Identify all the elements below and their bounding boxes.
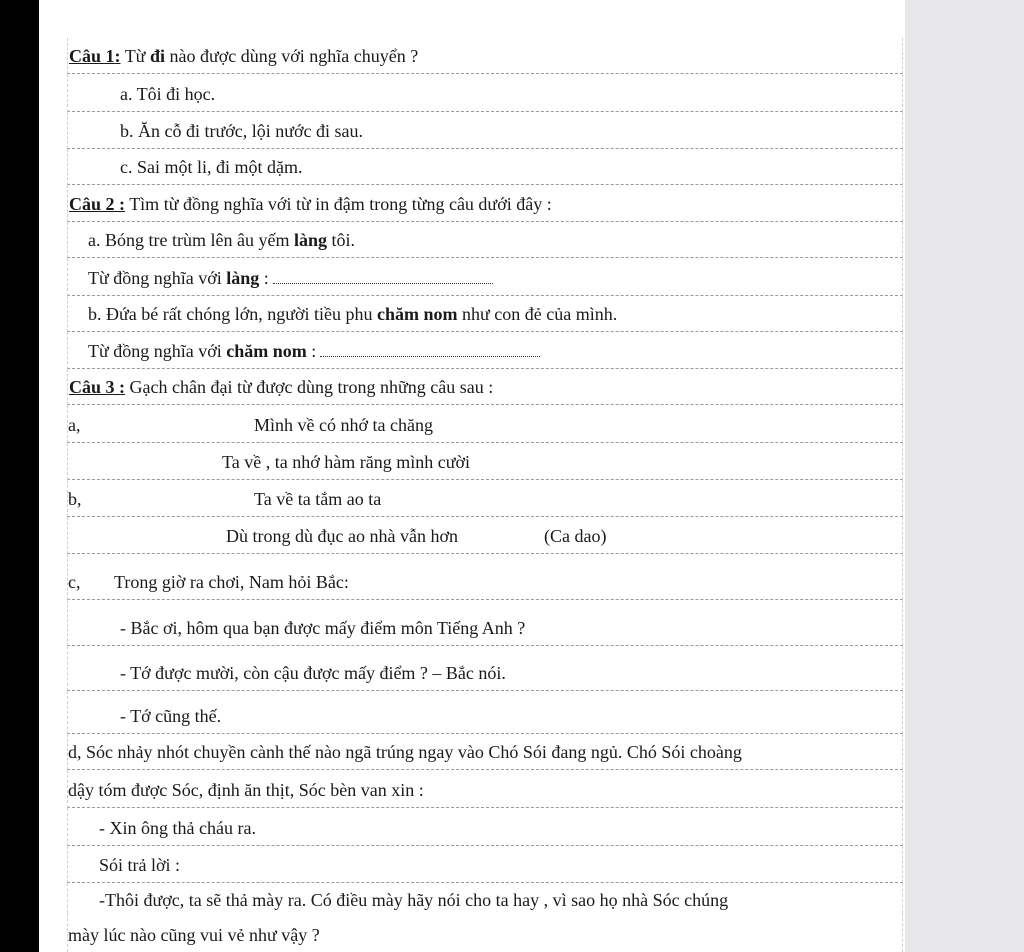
q3-d-line1: d, Sóc nhảy nhót chuyền cành thế nào ngã trúng ngay vào Chó Sói đang ngủ. Chó Sói choàng — [68, 742, 742, 762]
q2-b-bold: chăm nom — [377, 304, 458, 324]
q2-b-syn-post: : — [306, 341, 317, 361]
answer-blank[interactable] — [320, 355, 540, 357]
q3-d-line3-row — [67, 808, 903, 846]
q2-b-row — [67, 296, 903, 332]
q2-b-syn-bold: chăm nom — [226, 341, 307, 361]
q3-c-line4-row — [67, 691, 903, 734]
q3-c-marker: c, — [68, 572, 81, 592]
q3-d-line2-row — [67, 770, 903, 808]
q2-a-pre: a. Bóng tre trùm lên âu yếm — [88, 230, 294, 250]
answer-blank[interactable] — [273, 282, 493, 284]
q3-d-line5: -Thôi được, ta sẽ thả mày ra. Có điều mày hãy nói cho ta hay , vì sao họ nhà Sóc chúng — [99, 890, 729, 910]
q2-label: Câu 2 : — [69, 194, 126, 214]
q2-a-row — [67, 222, 903, 258]
q2-a-syn-pre: Từ đồng nghĩa với — [88, 268, 227, 288]
q3-d-line6-row — [67, 913, 903, 952]
q1-option-c-row — [67, 149, 903, 185]
q3-c-line3-row — [67, 646, 903, 691]
q3-a-line1: Mình về có nhớ ta chăng — [254, 415, 433, 435]
q3-d-line4-row — [67, 846, 903, 883]
q2-b-synonym-row — [67, 332, 903, 369]
q3-a-marker: a, — [68, 415, 81, 435]
q3-d-line6: mày lúc nào cũng vui vẻ như vậy ? — [68, 925, 320, 945]
q3-a-line1-row — [67, 405, 903, 443]
q2-a-bold: làng — [293, 230, 327, 250]
q2-row — [67, 185, 903, 222]
q1-row — [67, 38, 903, 74]
document-page — [39, 0, 905, 952]
q2-a-post: tôi. — [326, 230, 355, 250]
q1-option-a: a. Tôi đi học. — [120, 84, 216, 104]
q3-b-line1: Ta về ta tắm ao ta — [254, 489, 382, 509]
q2-a-synonym-row — [67, 258, 903, 296]
q1-prefix: Từ — [120, 46, 150, 66]
q2-a-syn-post: : — [259, 268, 269, 288]
q1-label: Câu 1: — [69, 46, 121, 66]
q3-b-source: (Ca dao) — [544, 526, 607, 546]
q3-d-line2: dậy tóm được Sóc, định ăn thịt, Sóc bèn van xin : — [68, 780, 424, 800]
q3-c-line1-row — [67, 554, 903, 600]
q3-d-line3: - Xin ông thả cháu ra. — [99, 818, 256, 838]
q1-option-b: b. Ăn cỗ đi trước, lội nước đi sau. — [120, 121, 364, 141]
q3-a-line2-row — [67, 443, 903, 480]
q3-b-line2: Dù trong dù đục ao nhà vẫn hơn — [226, 526, 458, 546]
q2-b-pre: b. Đứa bé rất chóng lớn, người tiều phu — [88, 304, 377, 324]
q3-c-line4: - Tớ cũng thế. — [120, 706, 222, 726]
q3-c-line1: Trong giờ ra chơi, Nam hỏi Bắc: — [114, 572, 349, 592]
q2-b-syn-pre: Từ đồng nghĩa với — [88, 341, 227, 361]
q3-b-line1-row — [67, 480, 903, 517]
q1-suffix: nào được dùng với nghĩa chuyển ? — [164, 46, 419, 66]
q1-option-c: c. Sai một li, đi một dặm. — [120, 157, 303, 177]
q3-c-line2-row — [67, 600, 903, 646]
q3-d-line5-row — [67, 883, 903, 913]
q3-a-line2: Ta về , ta nhớ hàm răng mình cười — [222, 452, 470, 472]
q2-a-syn-bold: làng — [226, 268, 260, 288]
q3-row — [67, 369, 903, 405]
q1-option-a-row — [67, 74, 903, 112]
q2-b-post: như con đẻ của mình. — [457, 304, 618, 324]
q3-label: Câu 3 : — [69, 377, 126, 397]
q3-c-line2: - Bắc ơi, hôm qua bạn được mấy điểm môn Tiếng Anh ? — [120, 618, 526, 638]
q1-option-b-row — [67, 112, 903, 149]
q3-d-line1-row — [67, 734, 903, 770]
q3-text: Gạch chân đại từ được dùng trong những câu sau : — [125, 377, 494, 397]
q3-c-line3: - Tớ được mười, còn cậu được mấy điểm ? – Bắc nói. — [120, 663, 506, 683]
q3-b-line2-row — [67, 517, 903, 554]
side-panel — [905, 0, 1024, 952]
q3-d-line4: Sói trả lời : — [99, 855, 181, 875]
q1-keyword: đi — [149, 46, 165, 66]
q3-b-marker: b, — [68, 489, 82, 509]
q2-text: Tìm từ đồng nghĩa với từ in đậm trong từng câu dưới đây : — [125, 194, 552, 214]
